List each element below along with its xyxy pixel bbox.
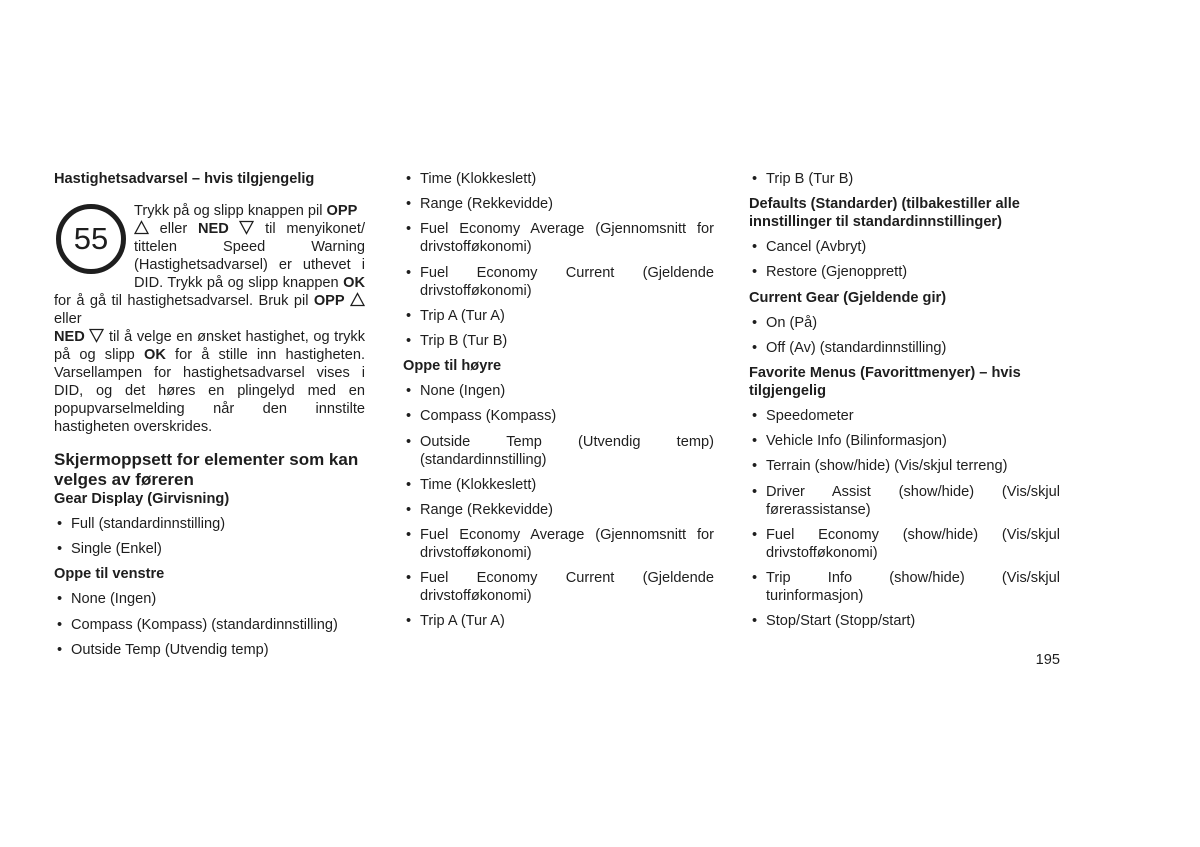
column-3	[749, 170, 1060, 637]
upper-right-list	[403, 382, 714, 630]
list-item: • On (På)	[749, 314, 1060, 332]
upper-right-list-continued	[749, 170, 1060, 188]
list-item: • Stop/Start (Stopp/start)	[749, 612, 1060, 630]
list-item: • Trip B (Tur B)	[749, 170, 1060, 188]
triangle-up-outline-icon	[134, 220, 149, 235]
list-item: • Trip A (Tur A)	[403, 307, 714, 325]
list-item: • Cancel (Avbryt)	[749, 238, 1060, 256]
list-item: • Full (standardinnstilling)	[54, 515, 365, 533]
list-item: • Fuel Economy (show/hide) (Vis/skjul drivstofføkonomi)	[749, 526, 1060, 562]
section-heading: Skjermoppsett for elementer som kan velges av føreren	[54, 450, 359, 489]
list-item: • Time (Klokkeslett)	[403, 170, 714, 188]
list-item: • Off (Av) (standardinnstilling)	[749, 339, 1060, 357]
list-item: • None (Ingen)	[403, 382, 714, 400]
list-item: • Vehicle Info (Bilinformasjon)	[749, 432, 1060, 450]
ned-label: NED	[54, 329, 85, 345]
list-item: • Compass (Kompass) (standardinnstilling)	[54, 616, 365, 634]
defaults-list	[749, 238, 1060, 281]
list-item: • Fuel Economy Average (Gjennomsnitt for drivstofføkonomi)	[403, 526, 714, 562]
column-2	[403, 170, 714, 638]
list-item: • Restore (Gjenopprett)	[749, 263, 1060, 281]
list-item: • None (Ingen)	[54, 590, 365, 608]
opp-label: OPP	[313, 293, 345, 309]
list-item: • Terrain (show/hide) (Vis/skjul terreng)	[749, 457, 1060, 475]
list-item: • Time (Klokkeslett)	[403, 476, 714, 494]
upper-left-list-continued	[403, 170, 714, 350]
speed-warning-text: Trykk på og slipp knappen pil OPP eller NED til menyikonet/ tittelen Speed Warning (Hastighetsadvarsel) er uthevet i DID. Trykk på og slipp knappen OK for å gå til hastighetsadvarsel. Bruk pil OPP eller NED til å velge en ønsket hastighet, og trykk på og slipp OK for å stille inn hastigheten. Varsellampen for hastighetsadvarsel vises i DID, og det høres en plingelyd med en popupvarselmelding når den innstilte hastigheten overskrides.	[54, 203, 366, 435]
defaults-heading: Defaults (Standarder) (tilbakestiller alle innstillinger til standardinnstillinger)	[749, 196, 1020, 231]
list-item: • Driver Assist (show/hide) (Vis/skjul førerassistanse)	[749, 483, 1060, 519]
triangle-up-outline-icon	[350, 292, 365, 307]
current-gear-list	[749, 314, 1060, 357]
favorite-menus-list	[749, 407, 1060, 630]
speed-warning-paragraph	[54, 202, 365, 436]
speed-warning-heading: Hastighetsadvarsel – hvis tilgjengelig	[54, 171, 315, 187]
upper-left-heading: Oppe til venstre	[54, 566, 165, 583]
list-item: • Trip B (Tur B)	[403, 332, 714, 350]
current-gear-heading: Current Gear (Gjeldende gir)	[749, 289, 947, 306]
page-number: 195	[1035, 652, 1060, 668]
upper-right-heading: Oppe til høyre	[403, 358, 502, 375]
ok-label: OK	[343, 275, 365, 291]
list-item: • Fuel Economy Current (Gjeldende drivstofføkonomi)	[403, 569, 714, 605]
list-item: • Compass (Kompass)	[403, 407, 714, 425]
list-item: • Trip A (Tur A)	[403, 612, 714, 630]
list-item: • Outside Temp (Utvendig temp) (standardinnstilling)	[403, 433, 714, 469]
triangle-down-outline-icon	[239, 220, 254, 235]
favorite-menus-heading: Favorite Menus (Favorittmenyer) – hvis tilgjengelig	[749, 364, 1021, 399]
column-1	[54, 170, 365, 666]
list-item: • Outside Temp (Utvendig temp)	[54, 641, 365, 659]
list-item: • Speedometer	[749, 407, 1060, 425]
opp-label: OPP	[326, 203, 358, 219]
ok-label: OK	[143, 347, 166, 363]
list-item: • Fuel Economy Average (Gjennomsnitt for drivstofføkonomi)	[403, 220, 714, 256]
gear-display-heading: Gear Display (Girvisning)	[54, 491, 230, 507]
list-item: • Range (Rekkevidde)	[403, 501, 714, 519]
list-item: • Range (Rekkevidde)	[403, 195, 714, 213]
triangle-down-outline-icon	[89, 328, 104, 343]
speed-limit-circle-icon: 55	[56, 204, 126, 274]
list-item: • Trip Info (show/hide) (Vis/skjul turinformasjon)	[749, 569, 1060, 605]
gear-display-list	[54, 515, 365, 558]
list-item: • Fuel Economy Current (Gjeldende drivstofføkonomi)	[403, 264, 714, 300]
upper-left-list	[54, 590, 365, 658]
list-item: • Single (Enkel)	[54, 540, 365, 558]
ned-label: NED	[197, 221, 229, 237]
